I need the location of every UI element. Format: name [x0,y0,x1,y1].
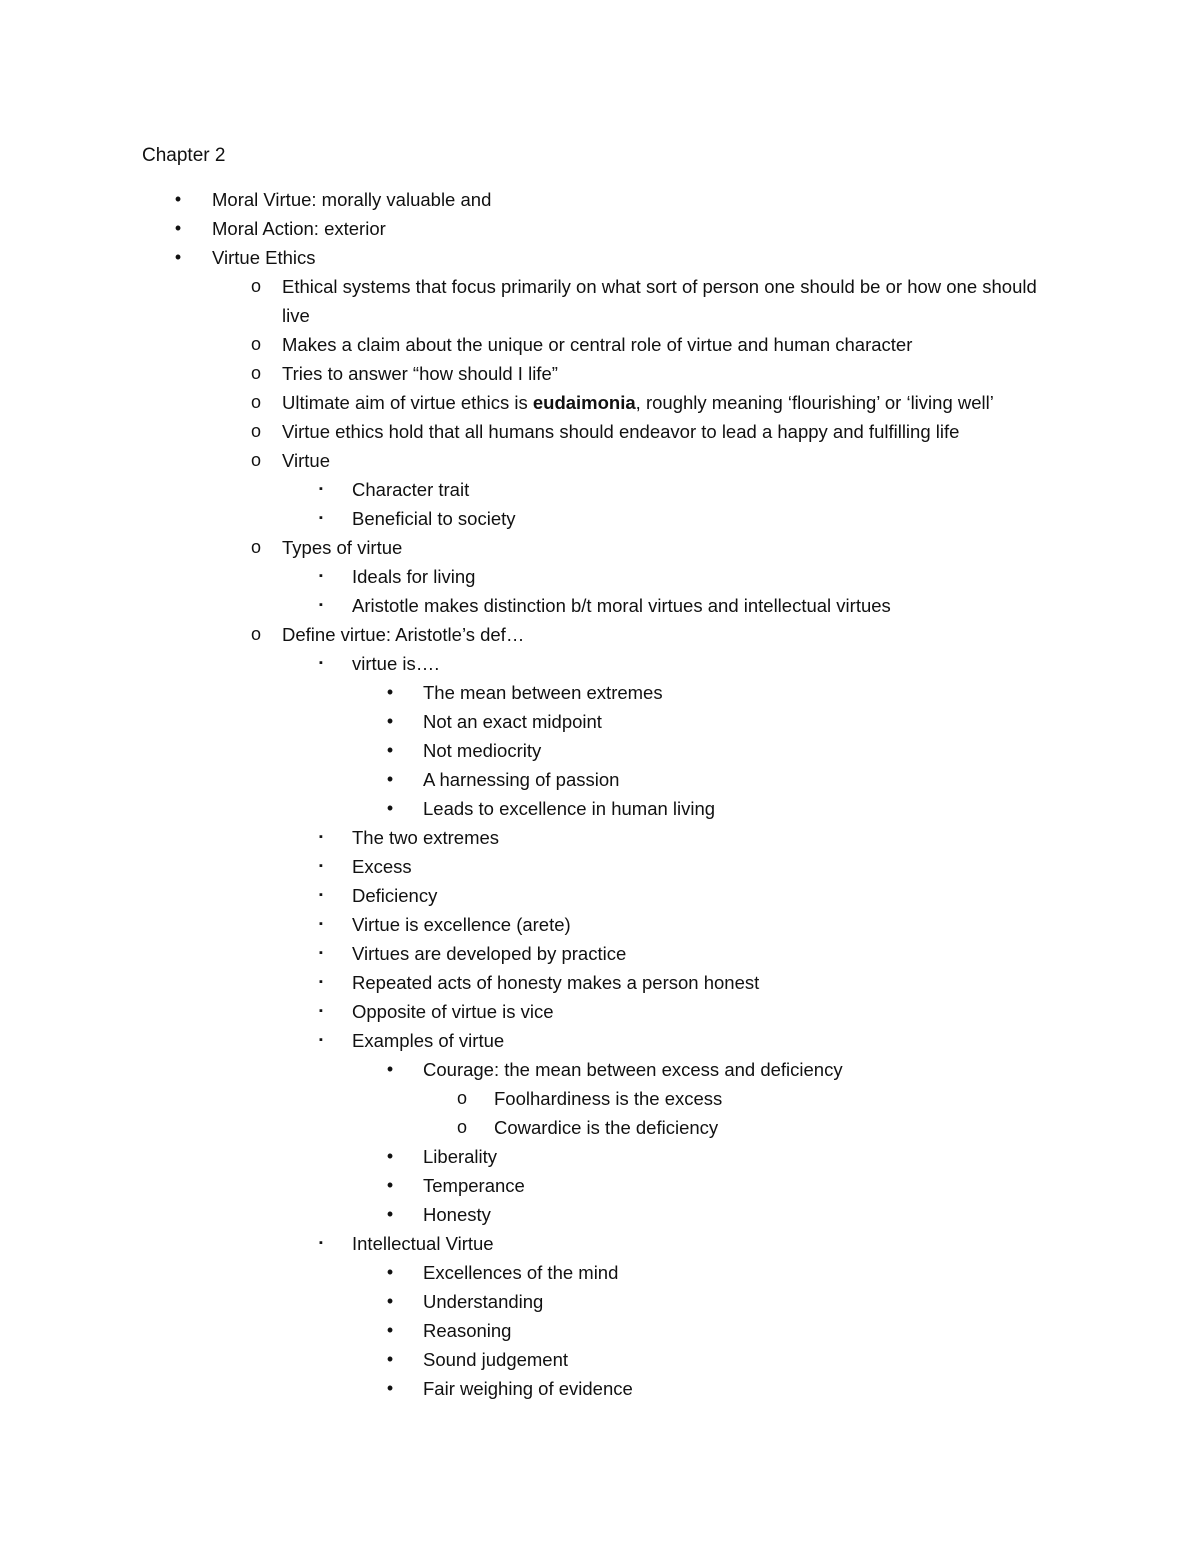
list-item-text-part: Ultimate aim of virtue ethics is [282,392,533,413]
list-item [0,359,1200,388]
list-item-text: virtue is…. [352,653,440,674]
list-item-text: Honesty [423,1204,491,1225]
list-item-text: Excellences of the mind [423,1262,619,1283]
page-title: Chapter 2 [142,145,226,166]
list-item [0,272,1200,330]
list-item [0,997,1200,1026]
bullet-marker: • [386,1378,394,1398]
list-item [0,852,1200,881]
list-item-text: Examples of virtue [352,1030,505,1051]
list-item [0,446,1200,475]
bullet-marker: ▪ [319,831,323,843]
list-item [0,707,1200,736]
bullet-marker: ▪ [319,918,323,930]
bullet-marker: o [456,1088,467,1108]
list-item-text: Foolhardiness is the excess [494,1088,723,1109]
list-item [0,939,1200,968]
list-item [0,591,1200,620]
bullet-marker: ▪ [319,976,323,988]
list-item [0,1113,1200,1142]
bullet-marker: • [386,1349,394,1369]
list-item [0,504,1200,533]
list-item-text: Aristotle makes distinction b/t moral virtues and intellectual virtues [352,595,891,616]
list-item-text: Virtue ethics hold that all humans should endeavor to lead a happy and fulfilling life [282,421,960,442]
list-item [0,1142,1200,1171]
list-item-text: Ideals for living [352,566,476,587]
list-item-text: Temperance [423,1175,525,1196]
bullet-marker: ▪ [319,657,323,669]
bullet-marker: • [386,1059,394,1079]
bullet-marker: • [174,189,182,209]
list-item-text: Repeated acts of honesty makes a person honest [352,972,760,993]
list-item [0,1287,1200,1316]
list-item [0,794,1200,823]
bullet-marker: ▪ [319,889,323,901]
list-item-text: Deficiency [352,885,438,906]
list-item-text-part: , roughly meaning ‘flourishing’ or ‘living well’ [635,392,994,413]
bullet-marker: ▪ [319,860,323,872]
list-item-text: Makes a claim about the unique or central role of virtue and human character [282,334,913,355]
bullet-marker: o [250,363,261,383]
bullet-marker: • [386,798,394,818]
bullet-marker: ▪ [319,483,323,495]
list-item-text: The two extremes [352,827,500,848]
list-item-text: A harnessing of passion [423,769,620,790]
bullet-marker: o [250,276,261,296]
list-item [0,1055,1200,1084]
list-item [0,1258,1200,1287]
list-item [0,823,1200,852]
list-item [0,881,1200,910]
bullet-marker: ▪ [319,947,323,959]
bullet-marker: o [250,537,261,557]
list-item-text: Understanding [423,1291,544,1312]
bullet-marker: • [174,218,182,238]
bullet-marker: • [174,247,182,267]
bullet-marker: o [250,421,261,441]
list-item [0,678,1200,707]
list-item [0,1084,1200,1113]
list-item-text: Not mediocrity [423,740,542,761]
list-item-text: Opposite of virtue is vice [352,1001,554,1022]
list-item-text: Tries to answer “how should I life” [282,363,558,384]
list-item-text: Types of virtue [282,537,403,558]
bullet-marker: • [386,711,394,731]
list-item [0,1345,1200,1374]
list-item-text: Reasoning [423,1320,512,1341]
list-item [0,968,1200,997]
list-item-text: Character trait [352,479,470,500]
list-item [0,910,1200,939]
bullet-marker: o [250,392,261,412]
bullet-marker: ▪ [319,1237,323,1249]
list-item-text: Cowardice is the deficiency [494,1117,719,1138]
list-item [0,1200,1200,1229]
list-item [0,1316,1200,1345]
bullet-marker: ▪ [319,512,323,524]
list-item [0,736,1200,765]
bullet-marker: o [250,450,261,470]
bold-term: eudaimonia [532,392,636,413]
list-item [0,185,1200,214]
bullet-marker: • [386,769,394,789]
bullet-marker: • [386,1146,394,1166]
list-item-text: Virtues are developed by practice [352,943,627,964]
list-item [0,1026,1200,1055]
list-item-text: Fair weighing of evidence [423,1378,633,1399]
bullet-marker: • [386,740,394,760]
list-item [0,533,1200,562]
bullet-marker: o [456,1117,467,1137]
list-item [0,620,1200,649]
list-item [0,475,1200,504]
bullet-marker: • [386,1204,394,1224]
list-item-text: Virtue [282,450,330,471]
list-item-text: Ethical systems that focus primarily on what sort of person one should be or how one should live [282,276,1037,326]
list-item-text: Sound judgement [423,1349,569,1370]
list-item [0,1374,1200,1403]
bullet-marker: • [386,682,394,702]
list-item-text: Moral Action: exterior [212,218,386,239]
list-item [0,330,1200,359]
bullet-marker: ▪ [319,1034,323,1046]
bullet-marker: ▪ [319,570,323,582]
list-item [0,649,1200,678]
list-item [0,765,1200,794]
bullet-marker: • [386,1175,394,1195]
list-item-text: Beneficial to society [352,508,516,529]
list-item-text: Excess [352,856,412,877]
list-item [0,1229,1200,1258]
list-item-text: Define virtue: Aristotle’s def… [282,624,525,645]
list-item [0,214,1200,243]
bullet-marker: • [386,1320,394,1340]
bullet-marker: • [386,1262,394,1282]
list-item [0,562,1200,591]
list-item-text: The mean between extremes [423,682,663,703]
bullet-marker: o [250,624,261,644]
list-item-text: Intellectual Virtue [352,1233,494,1254]
list-item-text [282,388,1042,417]
list-item-text: Moral Virtue: morally valuable and [212,189,492,210]
bullet-marker: o [250,334,261,354]
list-item-text: Virtue Ethics [212,247,316,268]
list-item-text: Not an exact midpoint [423,711,602,732]
list-item-text: Courage: the mean between excess and deficiency [423,1059,843,1080]
bullet-marker: • [386,1291,394,1311]
bullet-marker: ▪ [319,1005,323,1017]
list-item-text: Leads to excellence in human living [423,798,716,819]
list-item-text: Virtue is excellence (arete) [352,914,571,935]
bullet-list [0,185,1200,1403]
list-item [0,417,1200,446]
list-item-text: Liberality [423,1146,498,1167]
bullet-marker: ▪ [319,599,323,611]
list-item [0,388,1200,417]
list-item [0,243,1200,272]
list-item [0,1171,1200,1200]
